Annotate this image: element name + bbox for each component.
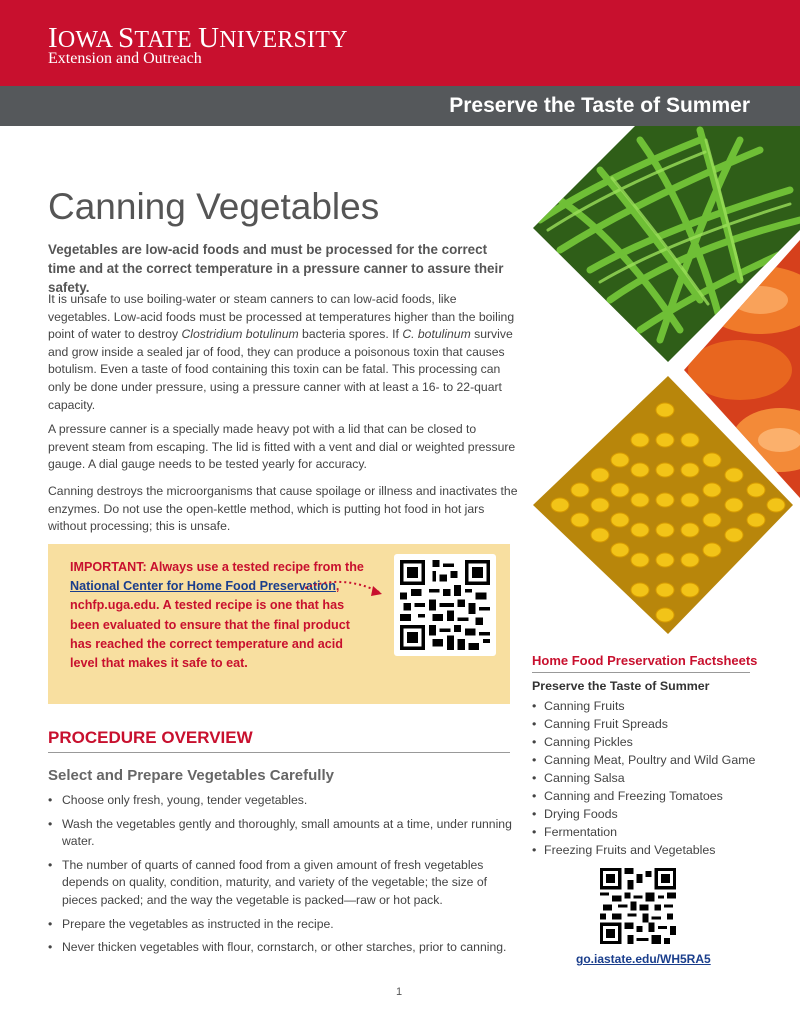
list-item: • Choose only fresh, young, tender vegetables. bbox=[48, 792, 518, 810]
list-item: • Canning Fruit Spreads bbox=[532, 715, 755, 733]
procedure-subheading: Select and Prepare Vegetables Carefully bbox=[48, 767, 334, 784]
nchfp-link[interactable]: National Center for Home Food Preservation bbox=[70, 579, 336, 594]
lead-paragraph: Vegetables are low-acid foods and must be processed for the correct time and at the correct temperature in a pressure canner to assure their safety. bbox=[48, 242, 504, 295]
species-name: Clostridium botulinum bbox=[181, 327, 299, 342]
procedure-list bbox=[48, 792, 518, 963]
callout-text: IMPORTANT: Always use a tested recipe from the National Center for Home Food Preservation, nchfp.uga.edu. A tested recipe is one that has been evaluated to ensure that the final product has reached the correct temperature and acid level that makes it safe to eat. bbox=[70, 560, 364, 671]
factsheets-list bbox=[532, 697, 755, 859]
vegetable-collage-image bbox=[520, 126, 800, 646]
paragraph-low-acid: It is unsafe to use boiling-water or steam canners to can low-acid foods, like vegetables. Low-acid foods must be processed at temperatures higher than the boiling point of water to destroy Clostridium botulinum bacteria spores. If C. botulinum survive and grow inside a sealed jar of food, they can produce a poisonous toxin that causes botulism. Even a taste of food containing this toxin can be fatal. This processing can only be done under pressure, using a pressure canner with at least a 16- to 22-quart capacity. bbox=[48, 292, 515, 412]
paragraph-microorganisms: Canning destroys the microorganisms that cause spoilage or illness and inactivates the enzymes. Do not use the open-kettle method, which is putting hot food in hot jars without processing; this is unsafe. bbox=[48, 484, 518, 534]
list-item: • Canning Fruits bbox=[532, 697, 755, 715]
list-item: • Never thicken vegetables with flour, cornstarch, or other starches, prior to canning. bbox=[48, 939, 518, 957]
list-item: • Wash the vegetables gently and thoroughly, small amounts at a time, under running water. bbox=[48, 816, 518, 851]
important-callout bbox=[48, 544, 510, 704]
qr-code-icon bbox=[400, 560, 490, 650]
factsheets-heading: Home Food Preservation Factsheets bbox=[532, 653, 750, 673]
list-item: • Prepare the vegetables as instructed in the recipe. bbox=[48, 916, 518, 934]
list-item: • Canning Salsa bbox=[532, 769, 755, 787]
list-item: • Canning and Freezing Tomatoes bbox=[532, 787, 755, 805]
series-title: Preserve the Taste of Summer bbox=[449, 94, 750, 117]
procedure-heading: PROCEDURE OVERVIEW bbox=[48, 728, 510, 753]
list-item: • Canning Meat, Poultry and Wild Game bbox=[532, 751, 755, 769]
list-item: • The number of quarts of canned food from a given amount of fresh vegetables depends on quality, condition, maturity, and variety of the vegetable; the size of pieces packed; and the way the vegetable is packed—raw or hot pack. bbox=[48, 857, 518, 910]
factsheets-link[interactable]: go.iastate.edu/WH5RA5 bbox=[576, 952, 711, 966]
university-logo: IOWA STATE UNIVERSITY bbox=[48, 22, 348, 54]
list-item: • Canning Pickles bbox=[532, 733, 755, 751]
page-title: Canning Vegetables bbox=[48, 186, 380, 227]
list-item: • Freezing Fruits and Vegetables bbox=[532, 841, 755, 859]
paragraph-pressure-canner: A pressure canner is a specially made heavy pot with a lid that can be closed to prevent steam from escaping. The lid is fitted with a vent and dial or weighted pressure gauge. A dial gauge needs to be tested yearly for accuracy. bbox=[48, 422, 516, 472]
dotted-arrow-icon bbox=[303, 574, 388, 604]
list-item: • Drying Foods bbox=[532, 805, 755, 823]
list-item: • Fermentation bbox=[532, 823, 755, 841]
unit-name: Extension and Outreach bbox=[48, 50, 202, 67]
factsheets-series: Preserve the Taste of Summer bbox=[532, 679, 710, 693]
page-number: 1 bbox=[396, 986, 403, 998]
qr-code-factsheets[interactable] bbox=[600, 868, 676, 944]
species-abbrev: C. botulinum bbox=[402, 327, 471, 342]
qr-code-nchfp[interactable] bbox=[394, 554, 496, 656]
